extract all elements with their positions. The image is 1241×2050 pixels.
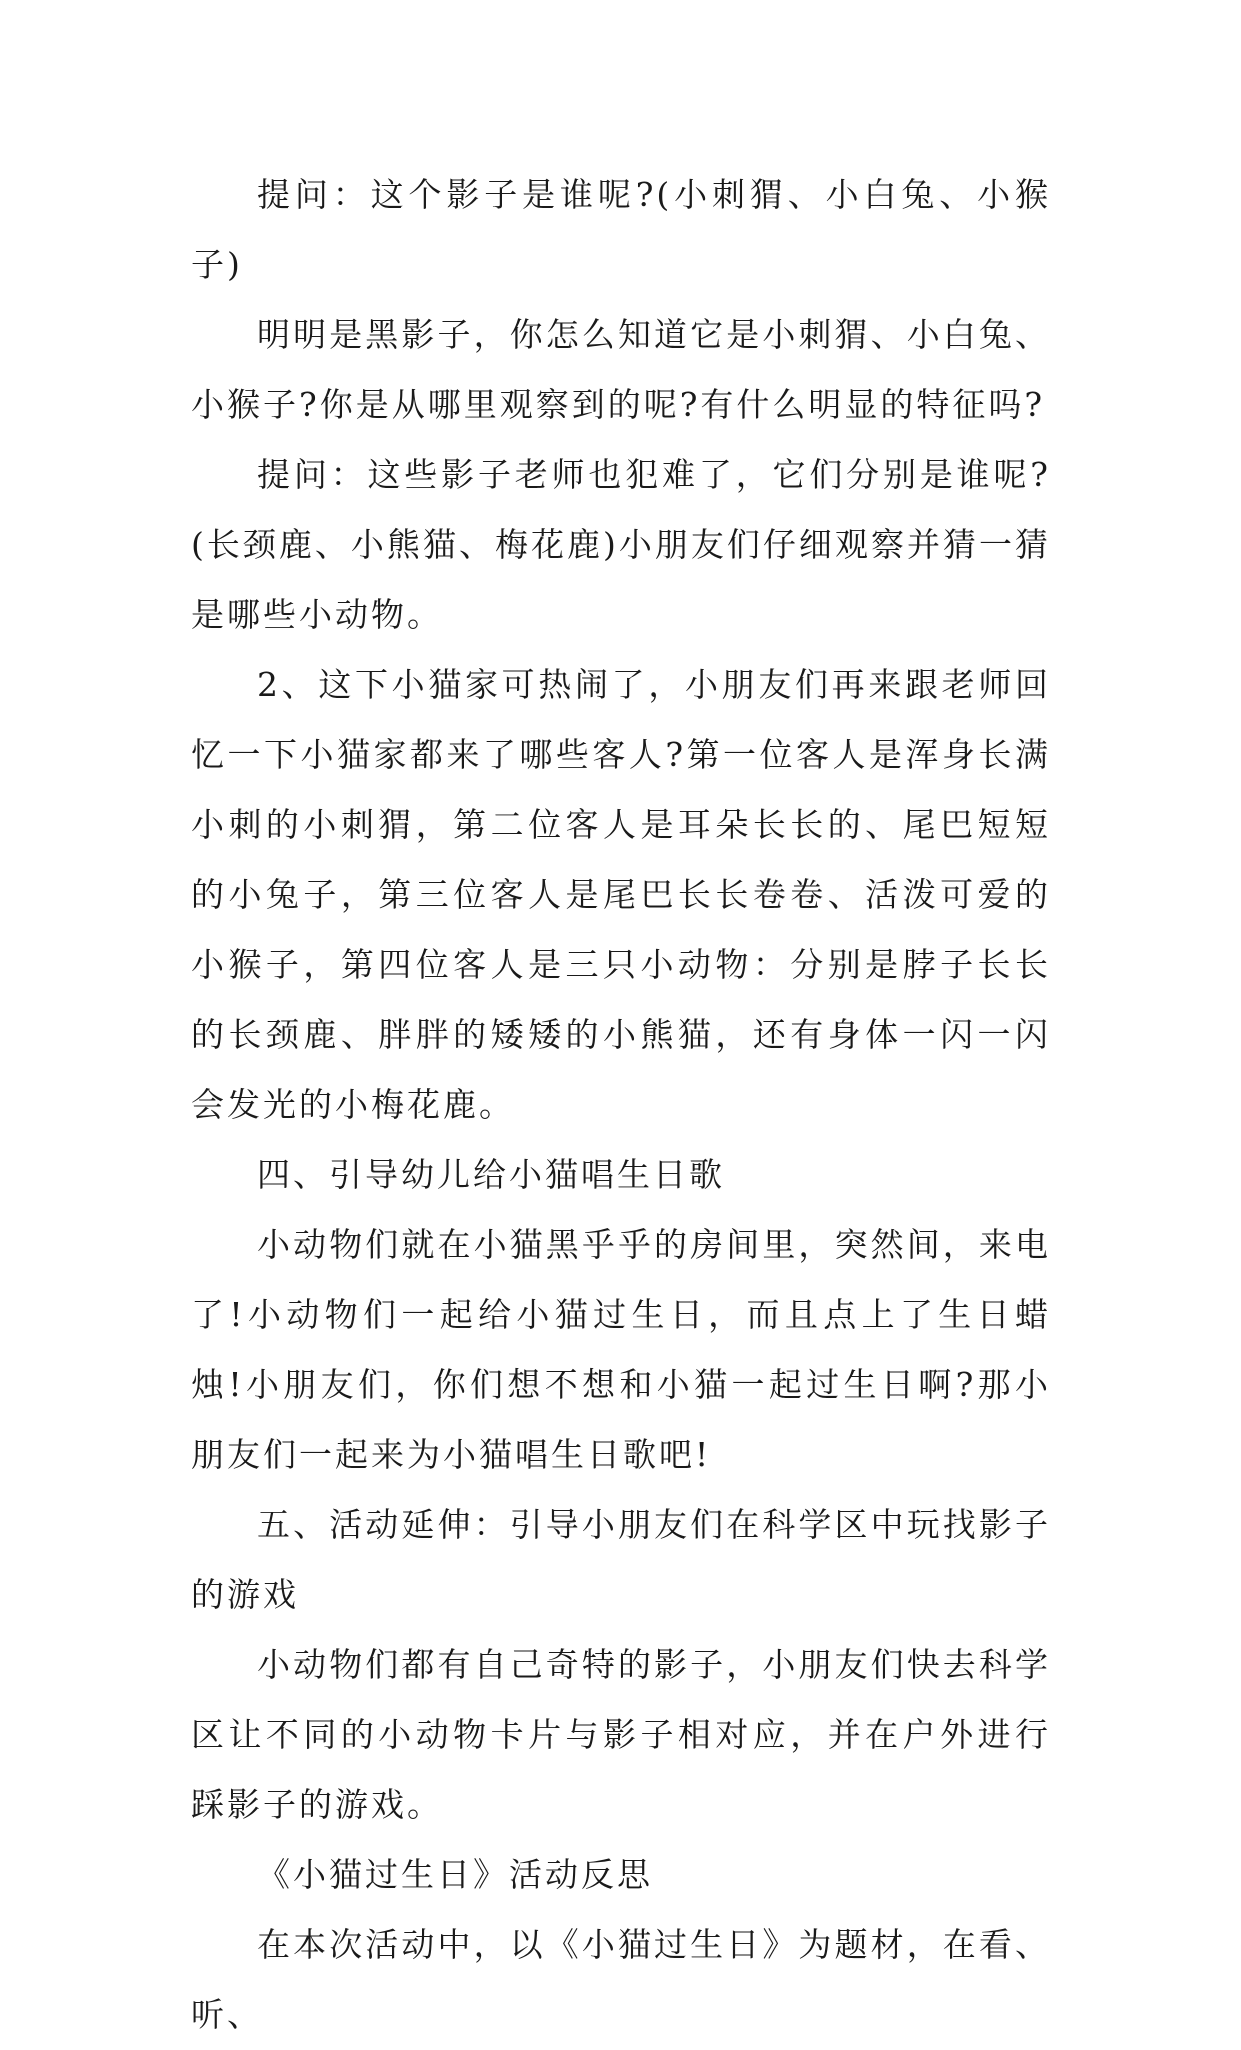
section-heading-birthday-song: 四、引导幼儿给小猫唱生日歌 [257, 1155, 725, 1194]
paragraph-birthday-song: 小动物们就在小猫黑乎乎的房间里，突然间，来电了!小动物们一起给小猫过生日，而且点上了生日蜡烛!小朋友们，你们想不想和小猫一起过生日啊?那小朋友们一起来为小猫唱生日歌吧! [191, 1225, 1051, 1474]
document-body [191, 160, 1051, 2050]
section-heading-reflection: 《小猫过生日》活动反思 [257, 1855, 653, 1894]
paragraph-observation: 明明是黑影子，你怎么知道它是小刺猬、小白兔、小猴子?你是从哪里观察到的呢?有什么明显的特征吗? [191, 315, 1051, 424]
paragraph-question-difficult: 提问：这些影子老师也犯难了，它们分别是谁呢?(长颈鹿、小熊猫、梅花鹿)小朋友们仔细观察并猜一猜是哪些小动物。 [191, 455, 1051, 634]
section-heading-extension: 五、活动延伸：引导小朋友们在科学区中玩找影子的游戏 [191, 1505, 1051, 1614]
paragraph-question-shadow: 提问：这个影子是谁呢?(小刺猬、小白兔、小猴子) [191, 175, 1051, 284]
paragraph-guest-review: 2、这下小猫家可热闹了，小朋友们再来跟老师回忆一下小猫家都来了哪些客人?第一位客人是浑身长满小刺的小刺猬，第二位客人是耳朵长长的、尾巴短短的小兔子，第三位客人是尾巴长长卷卷、活泼可爱的小猴子，第四位客人是三只小动物：分别是脖子长长的长颈鹿、胖胖的矮矮的小熊猫，还有身体一闪一闪会发光的小梅花鹿。 [191, 665, 1051, 1124]
paragraph-reflection: 在本次活动中，以《小猫过生日》为题材，在看、听、 [191, 1925, 1051, 2034]
paragraph-extension: 小动物们都有自己奇特的影子，小朋友们快去科学区让不同的小动物卡片与影子相对应，并在户外进行踩影子的游戏。 [191, 1645, 1051, 1824]
